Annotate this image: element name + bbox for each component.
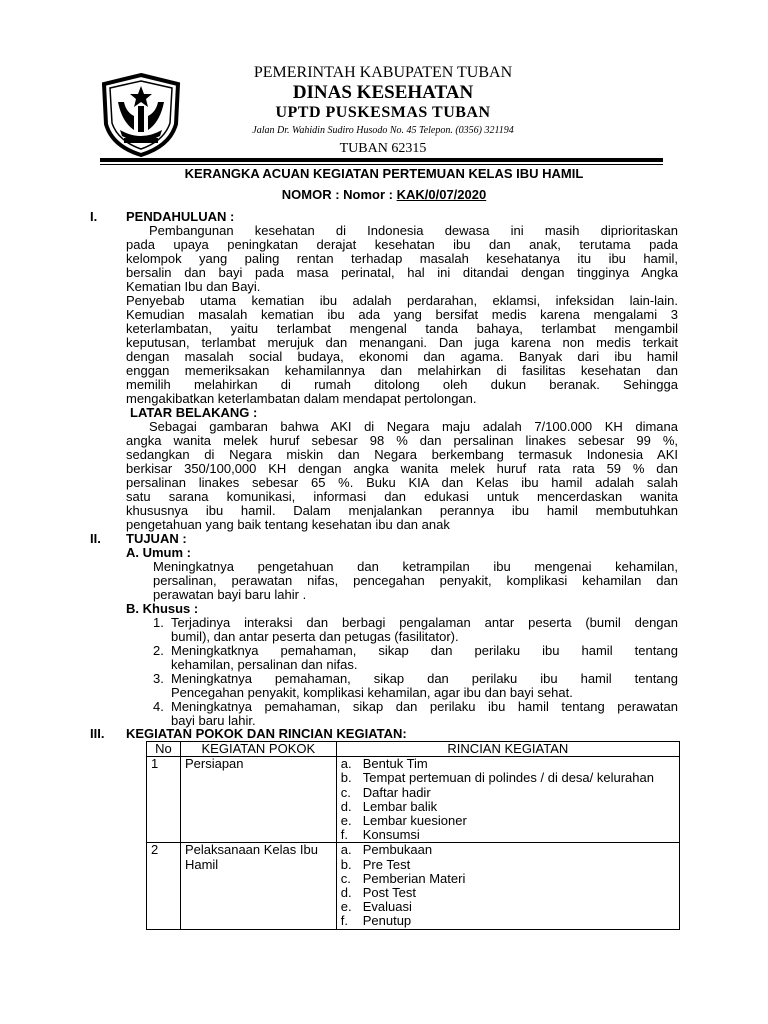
list-marker: c.: [340, 870, 351, 886]
table-cell-rincian: [336, 843, 679, 929]
list-item-line: Meningkatnya pemahaman, sikap dan perilaku ibu hamil tentang perawatan: [171, 699, 678, 714]
list-marker: d.: [340, 885, 352, 901]
paragraph-line: enggan memeriksakan kehamilannya dan melahirkan di fasilitas kesehatan dan: [126, 363, 678, 378]
paragraph-line: perawatan bayi baru lahir .: [153, 587, 307, 602]
list-item-line: Terjadinya interaksi dan berbagi pengalaman antar peserta (bumil dengan: [171, 615, 678, 630]
list-marker: b.: [340, 770, 352, 786]
list-text: Daftar hadir: [362, 784, 431, 800]
list-item: [341, 914, 675, 928]
list-text: Post Test: [362, 885, 416, 901]
list-marker: f.: [340, 827, 348, 843]
paragraph-line: Sebagai gambaran bahwa AKI di Negara maju adalah 7/100.000 KH dimana: [149, 419, 678, 434]
list-item: [341, 800, 675, 814]
list-marker: a.: [340, 842, 352, 858]
paragraph-line: Penyebab utama kematian ibu adalah perdarahan, eklamsi, infeksidan lain-lain.: [126, 293, 678, 308]
table-cell-kegiatan: Pelaksanaan Kelas Ibu Hamil: [180, 843, 336, 929]
list-item: [341, 858, 675, 872]
header-divider-thick: [100, 158, 663, 162]
list-text: Bentuk Tim: [362, 756, 428, 772]
list-text: Pre Test: [362, 856, 411, 872]
list-text: Lembar kuesioner: [362, 813, 467, 829]
header-department: DINAS KESEHATAN: [292, 82, 474, 103]
paragraph-line: pengetahuan yang baik tentang kesehatan ibu dan anak: [126, 517, 450, 532]
list-marker: e.: [340, 899, 352, 915]
list-text: Lembar balik: [362, 798, 438, 814]
paragraph-line: sedangkan di Negara miskin dan Negara berkembang termasuk Indonesia AKI: [126, 447, 678, 462]
list-number: 3.: [153, 671, 164, 686]
tujuan-khusus-label: B. Khusus :: [126, 601, 199, 616]
list-item: [341, 843, 675, 857]
list-item: [341, 872, 675, 886]
paragraph-line: keterlambatan, yaitu terlambat mengenal tanda bahaya, terlambat mengambil: [126, 321, 678, 336]
activity-table: [146, 741, 680, 930]
paragraph-line: memilih melahirkan di rumah ditolong oleh dukun beranak. Sehingga: [126, 377, 678, 392]
paragraph-line: mengakibatkan keterlambatan dalam mendapat pertolongan.: [126, 391, 477, 406]
paragraph-line: persalinan linakes sebesar 65 %. Buku KIA dan Kelas ibu hamil adalah salah: [126, 475, 678, 490]
header-unit: UPTD PUSKESMAS TUBAN: [275, 104, 491, 121]
regency-coat-of-arms-icon: [98, 72, 184, 158]
paragraph-line: berkisar 350/100,000 KH dengan angka wanita melek huruf rata rata 59 % dan: [126, 461, 678, 476]
table-cell-rincian: [336, 757, 679, 843]
header-divider-thin: [100, 164, 663, 165]
paragraph-line: Meningkatnya pengetahuan dan ketrampilan ibu mengenai kehamilan,: [153, 559, 678, 574]
list-item: [341, 771, 675, 785]
list-number: 4.: [153, 699, 164, 714]
table-row: [147, 757, 680, 843]
table-header-cell: KEGIATAN POKOK: [180, 742, 336, 757]
table-header-cell: No: [147, 742, 181, 757]
list-marker: a.: [340, 756, 352, 772]
list-item-line: Meningkatknya pemahaman, sikap dan perilaku ibu hamil tentang: [171, 643, 678, 658]
list-item-line: Meningkatnya pemahaman, sikap dan perilaku ibu hamil tentang: [171, 671, 678, 686]
section-2-number: II.: [90, 531, 101, 546]
header-government: PEMERINTAH KABUPATEN TUBAN: [253, 64, 513, 81]
list-marker: d.: [340, 798, 352, 814]
list-item: [341, 814, 675, 828]
section-2-heading: TUJUAN :: [126, 531, 187, 546]
section-3-number: III.: [90, 726, 105, 741]
paragraph-line: pada upaya peningkatan derajat kesehatan ibu dan anak, terutama pada: [126, 237, 678, 252]
list-text: Konsumsi: [362, 827, 420, 843]
table-cell-kegiatan: Persiapan: [180, 757, 336, 843]
latar-belakang-heading: LATAR BELAKANG :: [130, 405, 258, 420]
paragraph-line: satu sarana komunikasi, informasi dan edukasi untuk mencerdaskan wanita: [126, 489, 678, 504]
tujuan-umum-label: A. Umum :: [126, 545, 191, 560]
section-1-number: I.: [90, 209, 98, 224]
header-city: TUBAN 62315: [339, 141, 427, 156]
list-item: [341, 900, 675, 914]
table-header-row: [147, 742, 680, 757]
list-item-line: bayi baru lahir.: [171, 713, 256, 728]
paragraph-line: keputusan, terlambat merujuk dan menangani. Dan juga karena non medis terkait: [126, 335, 678, 350]
list-item: [341, 786, 675, 800]
list-text: Tempat pertemuan di polindes / di desa/ kelurahan: [362, 770, 654, 786]
paragraph-line: persalinan, perawatan nifas, pencegahan penyakit, komplikasi kehamilan dan: [153, 573, 678, 588]
list-item: [341, 828, 675, 842]
paragraph-line: bersalin dan bayi pada masa perinatal, hal ini ditandai dengan tingginya Angka: [126, 265, 678, 280]
section-1-heading: PENDAHULUAN :: [126, 209, 235, 224]
list-marker: e.: [340, 813, 352, 829]
section-3-heading: KEGIATAN POKOK DAN RINCIAN KEGIATAN:: [126, 726, 407, 741]
list-item: [341, 886, 675, 900]
list-text: Pembukaan: [362, 842, 433, 858]
table-row: [147, 843, 680, 929]
document-number-prefix: NOMOR : Nomor :: [281, 187, 397, 202]
table-cell-no: 1: [147, 757, 181, 843]
list-item-line: kehamilan, persalinan dan nifas.: [171, 657, 358, 672]
list-marker: c.: [340, 784, 351, 800]
list-text: Penutup: [362, 913, 412, 929]
paragraph-line: Pembangunan kesehatan di Indonesia dewasa ini masih diprioritaskan: [149, 223, 678, 238]
paragraph-line: Kematian Ibu dan Bayi.: [126, 279, 261, 294]
list-text: Evaluasi: [362, 899, 412, 915]
table-header-cell: RINCIAN KEGIATAN: [336, 742, 679, 757]
list-item: [341, 757, 675, 771]
document-number: [0, 187, 768, 202]
list-text: Pemberian Materi: [362, 870, 466, 886]
paragraph-line: Kemudian masalah kematian ibu ada yang bersifat medis karena mengalami 3: [126, 307, 678, 322]
document-number-value: KAK/0/07/2020: [396, 187, 487, 202]
paragraph-line: kelompok yang paling rentan terhadap masalah kesehatanya itu ibu hamil,: [126, 251, 678, 266]
list-marker: f.: [340, 913, 348, 929]
paragraph-line: angka wanita melek huruf sebesar 98 % dan persalinan linakes sebesar 99 %,: [126, 433, 678, 448]
list-item-line: Pencegahan penyakit, komplikasi kehamilan, agar ibu dan bayi sehat.: [171, 685, 573, 700]
list-marker: b.: [340, 856, 352, 872]
header-address: Jalan Dr. Wahidin Sudiro Husodo No. 45 Telepon. (0356) 321194: [252, 125, 514, 136]
list-number: 2.: [153, 643, 164, 658]
list-item-line: bumil), dan antar peserta dan petugas (fasilitator).: [171, 629, 459, 644]
document-title: KERANGKA ACUAN KEGIATAN PERTEMUAN KELAS IBU HAMIL: [184, 166, 584, 181]
list-number: 1.: [153, 615, 164, 630]
paragraph-line: dengan masalah social budaya, ekonomi dan agama. Banyak dari ibu hamil: [126, 349, 678, 364]
table-cell-no: 2: [147, 843, 181, 929]
paragraph-line: khususnya ibu hamil. Dalam menjalankan perannya ibu hamil membutuhkan: [126, 503, 678, 518]
